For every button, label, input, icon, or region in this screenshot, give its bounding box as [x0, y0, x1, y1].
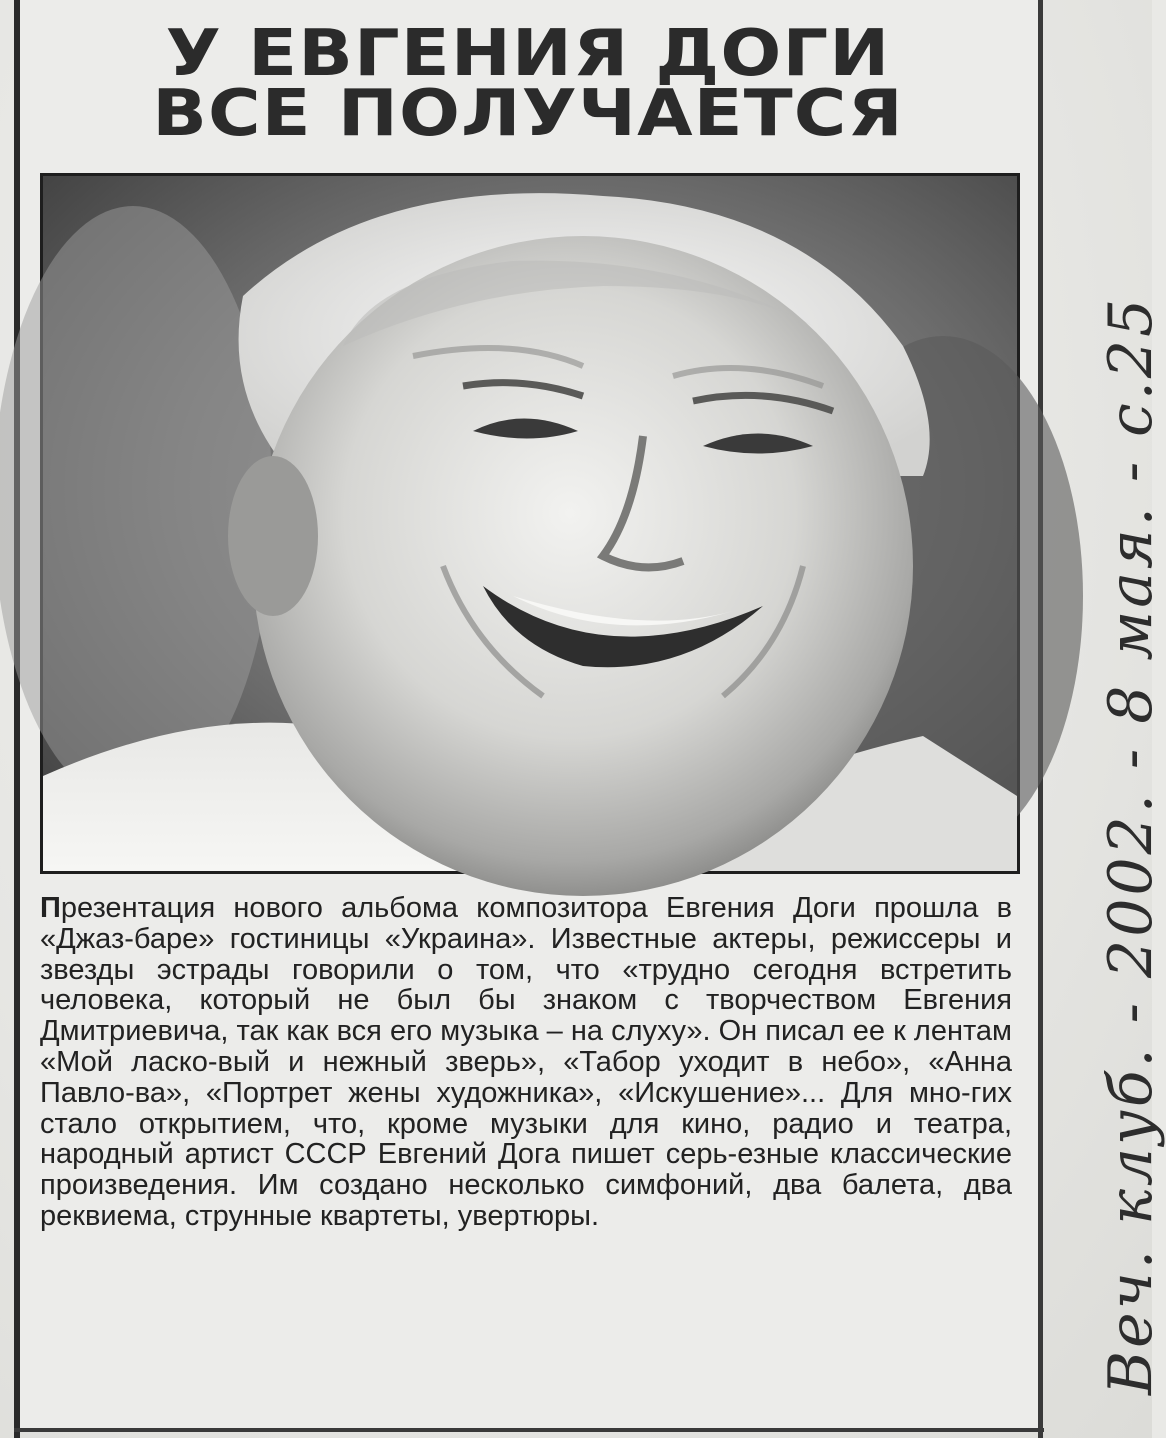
article-body-text: Презентация нового альбома композитора Евгения Доги прошла в «Джаз-баре» гостиницы «Украина». Известные актеры, режиссеры и звезды эстрады говорили о том, что «трудно сегодня встретить человека, который не был бы знаком с творчеством Евгения Дмитриевича, так как вся его музыка – на слуху». Он писал ее к лентам «Мой ласко-вый и нежный зверь», «Табор уходит в небо», «Анна Павло-ва», «Портрет жены художника», «Искушение»... Для мно-гих стало открытием, что, кроме музыки для кино, радио и театра, народный артист СССР Евгений Дога пишет серь-езные классические произведения. Им создано несколько симфоний, два балета, два реквиема, струнные квартеты, увертюры.	[40, 892, 1012, 1232]
clipping-bottom-edge	[14, 1428, 1044, 1432]
article-headline	[0, 17, 1088, 151]
handwritten-citation: Веч. клуб. - 2002. - 8 мая. - с.25	[1096, 295, 1166, 1395]
portrait-photo	[40, 173, 1020, 874]
portrait-illustration	[43, 176, 1017, 871]
headline-line-2: ВСЕ ПОЛУЧАЕТСЯ	[152, 77, 904, 151]
headline-line-1: У ЕВГЕНИЯ ДОГИ	[165, 17, 891, 91]
